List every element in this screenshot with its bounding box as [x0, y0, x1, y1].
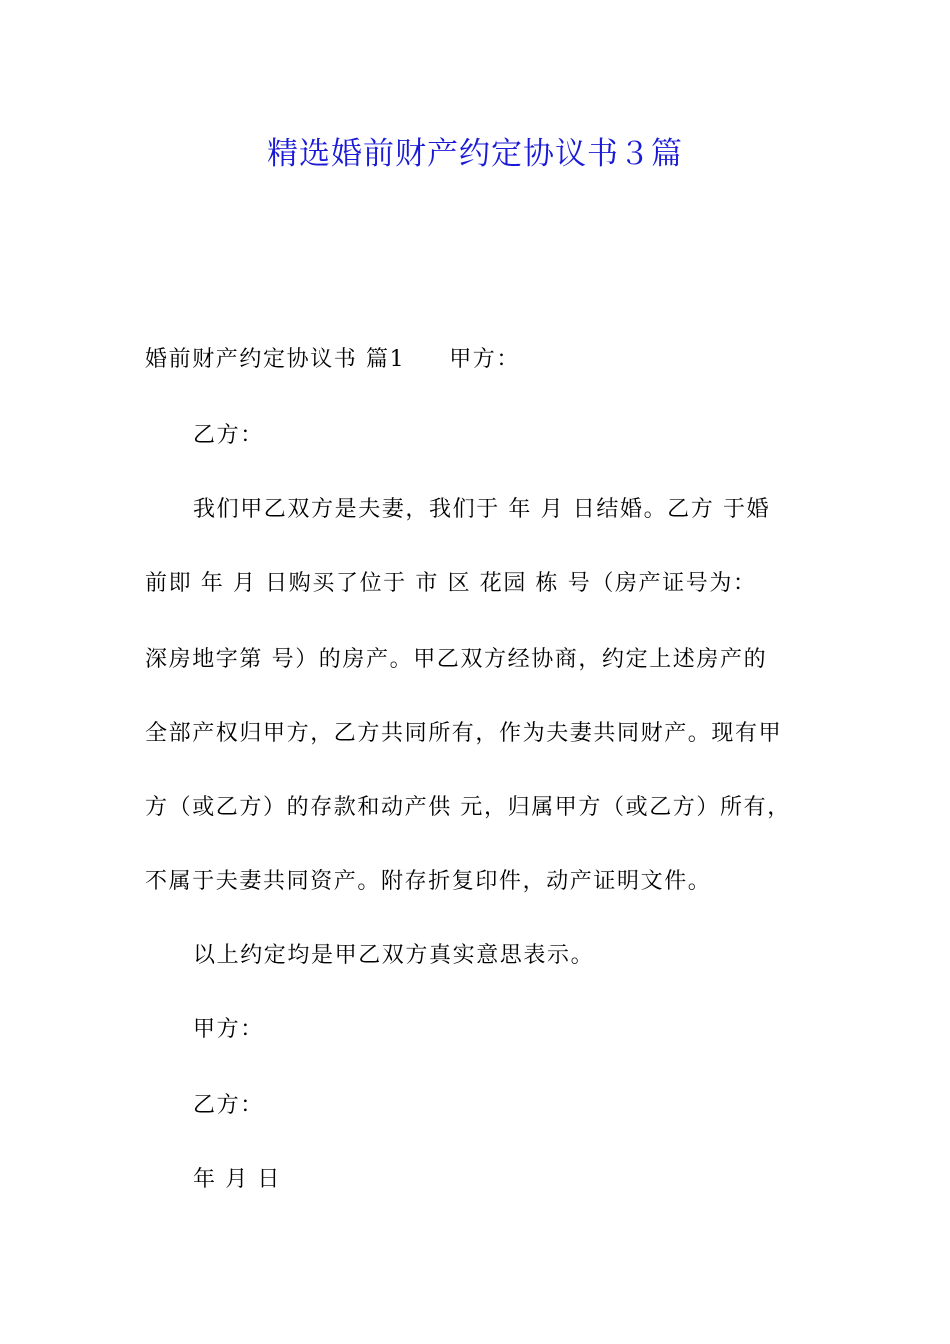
signature-party-a: 甲方：	[193, 1017, 264, 1042]
paragraph-line: 深房地字第 号）的房产。甲乙双方经协商，约定上述房产的	[145, 647, 768, 672]
section-heading: 婚前财产约定协议书 篇1	[145, 347, 406, 372]
paragraph-line: 不属于夫妻共同资产。附存折复印件，动产证明文件。	[145, 869, 712, 894]
section-heading-line	[145, 345, 815, 375]
document-title: 精选婚前财产约定协议书３篇	[267, 136, 683, 172]
party-a-label: 甲方：	[449, 347, 521, 372]
paragraph-line: 我们甲乙双方是夫妻，我们于 年 月 日结婚。乙方 于婚	[193, 497, 771, 522]
paragraph-line: 前即 年 月 日购买了位于 市 区 花园 栋 号（房产证号为：	[145, 571, 757, 596]
signature-party-b: 乙方：	[193, 1093, 264, 1118]
signature-date: 年 月 日	[193, 1167, 281, 1192]
declaration-line: 以上约定均是甲乙双方真实意思表示。	[193, 943, 595, 968]
party-b-label: 乙方：	[193, 423, 264, 448]
paragraph-line: 方（或乙方）的存款和动产供 元，归属甲方（或乙方）所有，	[145, 795, 791, 820]
paragraph-line: 全部产权归甲方，乙方共同所有，作为夫妻共同财产。现有甲	[145, 721, 783, 746]
